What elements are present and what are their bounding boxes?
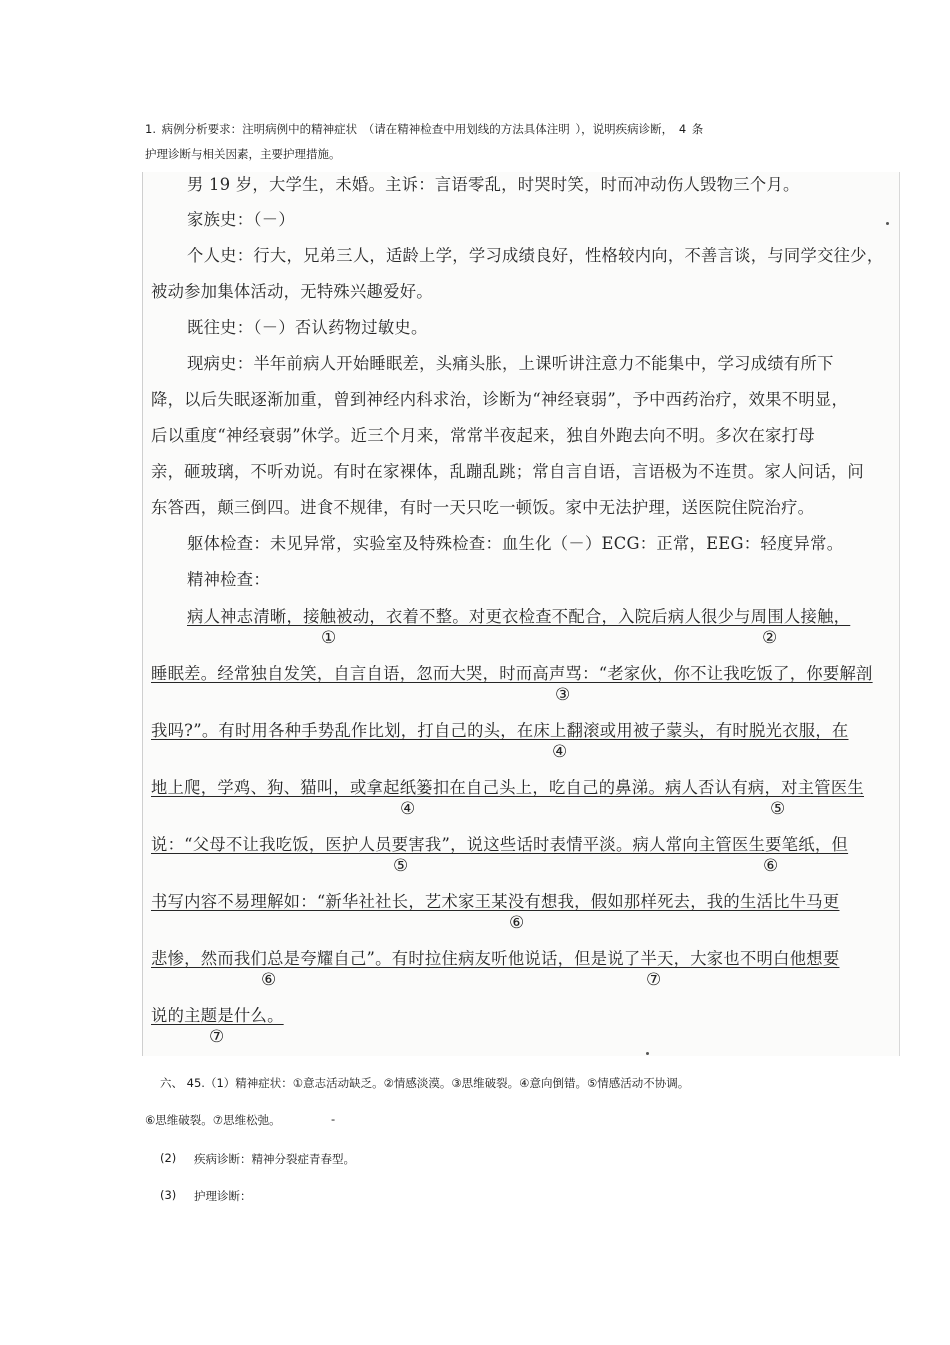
present-illness-5: 东答西，颠三倒四。进食不规律，有时一天只吃一顿饭。家中无法护理，送医院住院治疗。: [151, 498, 815, 517]
mental-exam-line-1: 病人神志清晰，接触被动，衣着不整。对更衣检查不配合，入院后病人很少与周围人接触，: [187, 607, 851, 626]
personal-history-2: 被动参加集体活动，无特殊兴趣爱好。: [151, 282, 433, 301]
mental-exam-line-4: 地上爬，学鸡、狗、猫叫，或拿起纸篓扣在自己头上，吃自己的鼻涕。病人否认有病，对主管医生: [151, 778, 864, 797]
past-history: 既往史：（－）否认药物过敏史。: [187, 318, 428, 337]
scan-speck: [886, 222, 889, 225]
marker-5a: ⑤: [770, 799, 786, 819]
answer-nursing-diagnosis: 护理诊断：: [194, 1189, 252, 1203]
marker-2: ②: [762, 628, 778, 648]
scanned-case-image: [142, 172, 900, 1056]
question-line-2: 护理诊断与相关因素，主要护理措施。: [145, 147, 341, 161]
marker-7b: ⑦: [209, 1027, 225, 1047]
answer-symptoms-line-2: ⑥思维破裂。⑦思维松弛。: [145, 1113, 281, 1127]
marker-7a: ⑦: [646, 970, 662, 990]
mental-exam-line-5: 说：“父母不让我吃饭，医护人员要害我”，说这些话时表情平淡。病人常向主管医生要笔纸，但: [151, 835, 849, 854]
family-history: 家族史：（－）: [187, 210, 295, 229]
mental-exam-line-3: 我吗?”。有时用各种手势乱作比划，打自己的头，在床上翻滚或用被子蒙头，有时脱光衣服，在: [151, 721, 849, 740]
marker-3: ③: [555, 685, 571, 705]
present-illness-1: 现病史：半年前病人开始睡眠差，头痛头胀，上课听讲注意力不能集中，学习成绩有所下: [187, 354, 834, 373]
marker-6b: ⑥: [509, 913, 525, 933]
personal-history-1: 个人史：行大，兄弟三人，适龄上学，学习成绩良好，性格较内向，不善言谈，与同学交往少，: [187, 246, 884, 265]
answer-diagnosis: 疾病诊断：精神分裂症青春型。: [194, 1152, 355, 1166]
mental-exam-line-6: 书写内容不易理解如：“新华社社长，艺术家王某没有想我，假如那样死去，我的生活比牛马更: [151, 892, 840, 911]
answer-nursing-number: (3): [160, 1188, 177, 1202]
mental-exam-line-7: 悲惨，然而我们总是夸耀自己”。有时拉住病友听他说话，但是说了半天，大家也不明白他想要: [151, 949, 840, 968]
marker-6c: ⑥: [261, 970, 277, 990]
present-illness-3: 后以重度“神经衰弱”休学。近三个月来，常常半夜起来，独自外跑去向不明。多次在家打母: [151, 426, 815, 445]
mental-exam-line-2: 睡眠差。经常独自发笑，自言自语，忽而大哭，时而高声骂：“老家伙，你不让我吃饭了，你要解剖: [151, 664, 873, 683]
mental-exam-heading: 精神检查：: [187, 570, 270, 589]
mental-exam-line-8: 说的主题是什么。: [151, 1006, 284, 1025]
chief-complaint: 男 19 岁，大学生，未婚。主诉：言语零乱，时哭时笑，时而冲动伤人毁物三个月。: [187, 175, 800, 194]
stray-dash: -: [331, 1112, 336, 1126]
marker-1: ①: [321, 628, 337, 648]
marker-6a: ⑥: [763, 856, 779, 876]
marker-5b: ⑤: [393, 856, 409, 876]
marker-4b: ④: [400, 799, 416, 819]
physical-exam: 躯体检查：未见异常，实验室及特殊检查：血生化（－）ECG：正常，EEG：轻度异常。: [187, 534, 844, 553]
question-line-1: 1. 病例分析要求：注明病例中的精神症状 （请在精神检查中用划线的方法具体注明 ），说明疾病诊断， 4 条: [145, 122, 704, 136]
marker-4a: ④: [552, 742, 568, 762]
answer-symptoms-line-1: 六、 45.（1）精神症状：①意志活动缺乏。②情感淡漠。③思维破裂。④意向倒错。⑤情感活动不协调。: [160, 1076, 690, 1090]
present-illness-2: 降，以后失眠逐渐加重，曾到神经内科求治，诊断为“神经衰弱”，予中西药治疗，效果不明显，: [151, 390, 849, 409]
answer-diagnosis-number: (2): [160, 1151, 177, 1165]
scan-speck: [646, 1052, 649, 1055]
present-illness-4: 亲，砸玻璃，不听劝说。有时在家裸体，乱蹦乱跳；常自言自语，言语极为不连贯。家人问话，问: [151, 462, 864, 481]
